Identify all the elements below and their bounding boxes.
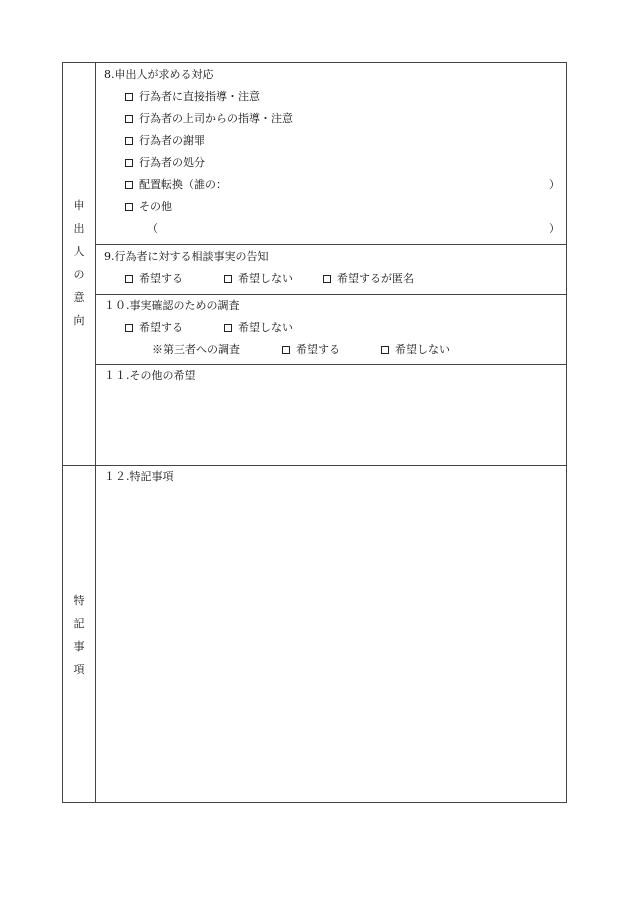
third-party-label: ※第三者への調査 (152, 343, 240, 356)
label-char: 意 (73, 291, 85, 304)
checkbox[interactable] (282, 346, 290, 354)
checkbox[interactable] (125, 159, 133, 167)
option-label: 希望しない (395, 343, 450, 356)
other-paren-open: （ (147, 222, 158, 235)
consultation-form (62, 62, 567, 803)
label-char: 特 (73, 594, 85, 607)
checkbox[interactable] (224, 324, 232, 332)
checkbox[interactable] (125, 93, 133, 101)
option-label: その他 (139, 200, 172, 213)
notify-option-anonymous[interactable] (323, 272, 414, 286)
section11-heading: １１.その他の希望 (104, 369, 196, 382)
other-paren-close: ） (549, 222, 560, 235)
option-supervisor-guidance[interactable] (125, 112, 293, 126)
checkbox[interactable] (125, 115, 133, 123)
divider-after-section9 (95, 294, 566, 295)
label-char: 申 (73, 199, 85, 212)
checkbox[interactable] (224, 275, 232, 283)
investigation-option-no-desire[interactable] (224, 321, 293, 335)
section10-heading: １０.事実確認のための調査 (104, 299, 240, 312)
checkbox[interactable] (381, 346, 389, 354)
third-party-option-desire[interactable] (282, 343, 340, 357)
divider-after-section8 (95, 244, 566, 245)
option-label: 希望するが匿名 (337, 272, 414, 285)
notify-option-desire[interactable] (125, 272, 183, 286)
option-label: 希望する (139, 321, 183, 334)
label-char: 向 (73, 314, 85, 327)
label-column-divider (95, 63, 96, 802)
section8-heading: 8.申出人が求める対応 (104, 68, 214, 81)
checkbox[interactable] (125, 203, 133, 211)
option-label: 行為者の処分 (139, 156, 205, 169)
checkbox[interactable] (125, 137, 133, 145)
section12-heading: １２.特記事項 (104, 470, 174, 483)
checkbox[interactable] (125, 275, 133, 283)
option-label: 希望する (296, 343, 340, 356)
label-char: 項 (73, 663, 85, 676)
investigation-option-desire[interactable] (125, 321, 183, 335)
label-char: 事 (73, 640, 85, 653)
option-label: 行為者に直接指導・注意 (139, 90, 260, 103)
reassignment-paren-close: ） (549, 178, 560, 191)
checkbox[interactable] (323, 275, 331, 283)
label-char: の (73, 268, 85, 281)
applicant-intent-label (63, 194, 95, 332)
label-char: 人 (73, 245, 85, 258)
divider-after-section10 (95, 364, 566, 365)
option-apology[interactable] (125, 134, 205, 148)
option-label: 行為者の謝罪 (139, 134, 205, 147)
option-label: 希望する (139, 272, 183, 285)
option-direct-guidance[interactable] (125, 90, 260, 104)
notify-option-no-desire[interactable] (224, 272, 293, 286)
option-label: 希望しない (238, 321, 293, 334)
section9-heading: 9.行為者に対する相談事実の告知 (104, 250, 269, 263)
option-disciplinary-action[interactable] (125, 156, 205, 170)
option-label: 行為者の上司からの指導・注意 (139, 112, 293, 125)
label-char: 出 (73, 222, 85, 235)
option-reassignment[interactable] (125, 178, 227, 192)
option-label: 配置転換（誰の： (139, 178, 227, 191)
third-party-option-no-desire[interactable] (381, 343, 450, 357)
label-char: 記 (73, 617, 85, 630)
checkbox[interactable] (125, 181, 133, 189)
checkbox[interactable] (125, 324, 133, 332)
divider-before-special-notes (63, 465, 566, 466)
special-notes-label (63, 589, 95, 681)
option-other[interactable] (125, 200, 172, 214)
option-label: 希望しない (238, 272, 293, 285)
